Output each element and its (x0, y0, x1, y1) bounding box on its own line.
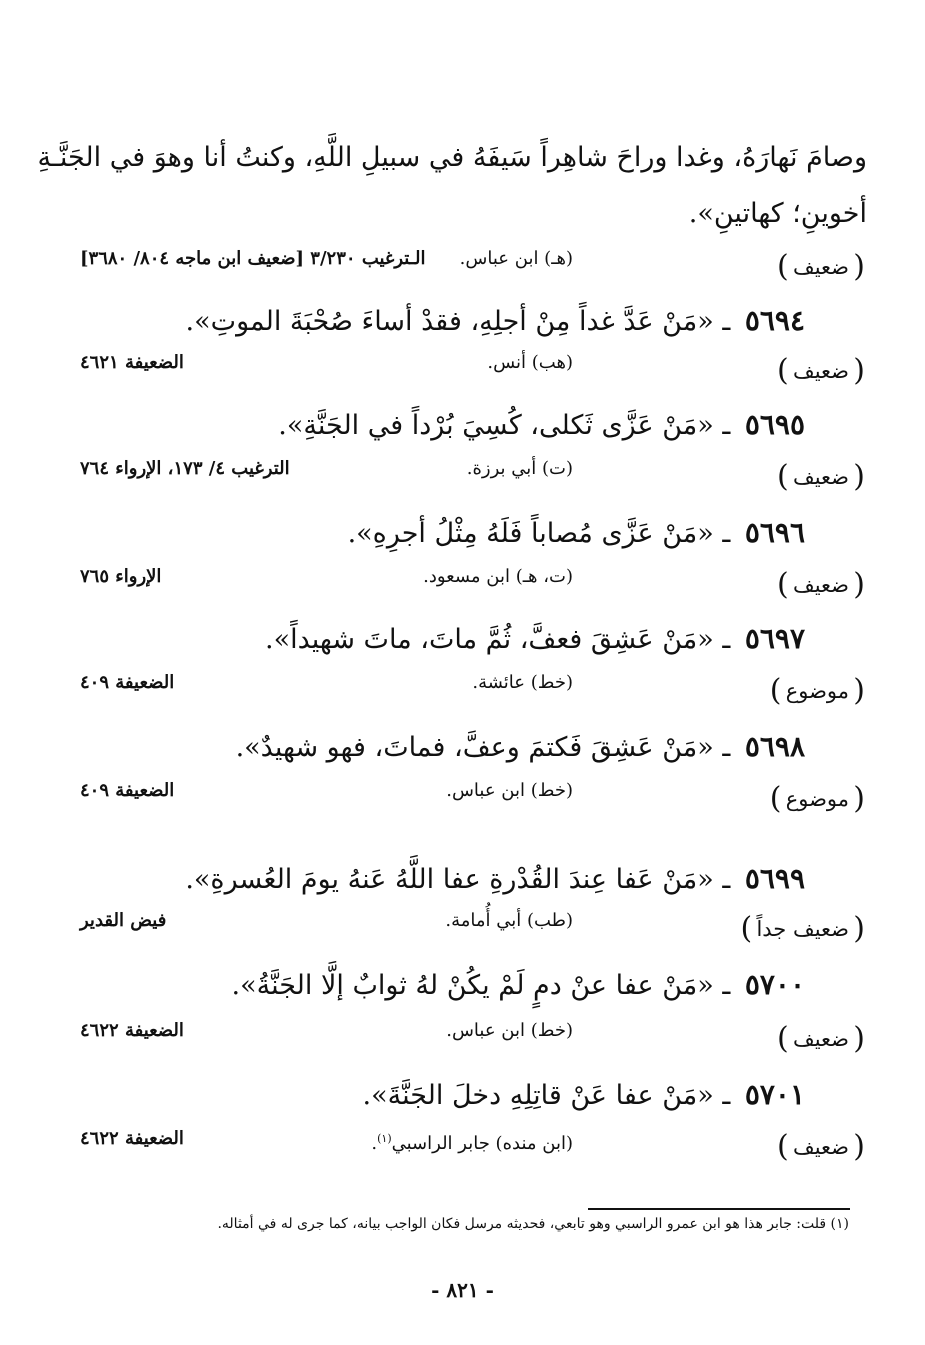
reference-label: الضعيفة ٤٠٩ (80, 672, 175, 693)
intro-meta-row (80, 244, 863, 292)
hadith-text: «مَنْ عَشِقَ فَكتمَ وعفَّ، فماتَ، فهو شهيدٌ». (235, 732, 714, 763)
hadith-entry: ٥٦٩٩ ـ «مَنْ عَفا عِندَ القُدْرةِ عفا اللَّهُ عَنهُ يومَ العُسرةِ». (185, 862, 805, 895)
hadith-text: «مَنْ عَدَّ غداً مِنْ أجلِهِ، فقدْ أساءَ صُحْبَةَ الموتِ». (185, 306, 714, 337)
reference-label: الترغيب ٤/ ١٧٣، الإرواء ٧٦٤ (80, 458, 290, 479)
grade-label: ( ضعيف ) (779, 460, 863, 494)
hadith-number: ٥٦٩٥ (744, 408, 805, 441)
source-label: (ت) أبي برزة. (466, 458, 573, 479)
hadith-number: ٥٦٩٩ (744, 862, 805, 895)
intro-line-1: وصامَ نَهارَهُ، وغدا وراحَ شاهِراً سَيفَهُ في سبيلِ اللَّهِ، وكنتُ أنا وهوَ في الجَنَّـةِ (37, 142, 867, 173)
hadith-text: «مَنْ عَفا عِندَ القُدْرةِ عفا اللَّهُ عَنهُ يومَ العُسرةِ». (185, 864, 714, 895)
footnote: (١) قلت: جابر هذا هو ابن عمرو الراسبي وهو تابعي، فحديثه مرسل فكان الواجب بيانه، كما جرى له في أمثاله. (217, 1216, 849, 1232)
reference-label: الضعيفة ٤٦٢٢ (80, 1020, 184, 1041)
hadith-text: «مَنْ عَشِقَ فعفَّ، ثُمَّ ماتَ، ماتَ شهيداً». (264, 624, 714, 655)
source-label: (خط) ابن عباس. (446, 780, 573, 801)
reference-label: الضعيفة ٤٠٩ (80, 780, 175, 801)
grade-label: ( ضعيف ) (779, 354, 863, 388)
reference-label: الضعيفة ٤٦٢١ (80, 352, 184, 373)
hadith-text: «مَنْ عفا عنْ دمٍ لَمْ يكُنْ لهُ ثوابٌ إلَّا الجَنَّةُ». (231, 970, 714, 1001)
grade-label: ( موضوع ) (772, 674, 863, 708)
hadith-entry: ٥٦٩٧ ـ «مَنْ عَشِقَ فعفَّ، ثُمَّ ماتَ، ماتَ شهيداً». (264, 622, 805, 655)
reference-label: الإرواء ٧٦٥ (80, 566, 162, 587)
source-label: (هب) أنس. (487, 352, 573, 373)
source-label: (طب) أبي أُمامة. (445, 910, 573, 931)
hadith-entry: ٥٧٠٠ ـ «مَنْ عفا عنْ دمٍ لَمْ يكُنْ لهُ ثوابٌ إلَّا الجَنَّةُ». (231, 968, 805, 1001)
hadith-meta-row (80, 562, 863, 610)
footnote-mark: (١) (377, 1132, 392, 1145)
hadith-number: ٥٦٩٨ (744, 730, 805, 763)
grade-label: ( ضعيف جداً ) (742, 912, 863, 946)
hadith-meta-row (80, 906, 863, 954)
reference-label: فيض القدير (80, 910, 167, 931)
grade-label: ( موضوع ) (772, 782, 863, 816)
grade-label: ( ضعيف ) (779, 568, 863, 602)
hadith-meta-row (80, 454, 863, 502)
hadith-text: «مَنْ عَزَّى مُصاباً فَلَهُ مِثْلُ أجرِهِ». (347, 518, 714, 549)
hadith-number: ٥٦٩٦ (744, 516, 805, 549)
source-text: (ابن منده) جابر الراسبي (391, 1133, 573, 1154)
reference-label: الـترغيب ٣/٢٣٠ [ضعيف ابن ماجه ٨٠٤/ ٣٦٨٠] (80, 248, 426, 269)
hadith-text: «مَنْ عَزَّى ثَكلى، كُسِيَ بُرْداً في الجَنَّةِ». (278, 410, 714, 441)
source-label: (هـ) ابن عباس. (459, 248, 573, 269)
page-number: - ٨٢١ - (431, 1278, 494, 1302)
hadith-meta-row (80, 668, 863, 716)
source-label: (خط) عائشة. (472, 672, 573, 693)
source-label: (خط) ابن عباس. (446, 1020, 573, 1041)
hadith-entry: ٥٧٠١ ـ «مَنْ عفا عَنْ قاتِلِهِ دخلَ الجَنَّةَ». (362, 1078, 805, 1111)
hadith-text: «مَنْ عفا عَنْ قاتِلِهِ دخلَ الجَنَّةَ». (362, 1080, 714, 1111)
source-label: (ابن منده) جابر الراسبي$^{(١)}$. (371, 1132, 573, 1154)
hadith-meta-row (80, 1124, 863, 1172)
hadith-meta-row (80, 348, 863, 396)
reference-label: الضعيفة ٤٦٢٢ (80, 1128, 184, 1149)
hadith-meta-row (80, 776, 863, 824)
hadith-entry: ٥٦٩٥ ـ «مَنْ عَزَّى ثَكلى، كُسِيَ بُرْداً في الجَنَّةِ». (278, 408, 805, 441)
source-label: (ت، هـ) ابن مسعود. (423, 566, 573, 587)
footnote-rule (588, 1208, 850, 1210)
hadith-meta-row (80, 1016, 863, 1064)
hadith-entry: ٥٦٩٦ ـ «مَنْ عَزَّى مُصاباً فَلَهُ مِثْلُ أجرِهِ». (347, 516, 805, 549)
hadith-entry: ٥٦٩٨ ـ «مَنْ عَشِقَ فَكتمَ وعفَّ، فماتَ، فهو شهيدٌ». (235, 730, 805, 763)
hadith-number: ٥٦٩٤ (744, 304, 805, 337)
hadith-entry: ٥٦٩٤ ـ «مَنْ عَدَّ غداً مِنْ أجلِهِ، فقدْ أساءَ صُحْبَةَ الموتِ». (185, 304, 805, 337)
grade-label: ( ضعيف ) (779, 1022, 863, 1056)
hadith-number: ٥٧٠٠ (744, 968, 805, 1001)
hadith-number: ٥٦٩٧ (744, 622, 805, 655)
grade-label: ( ضعيف ) (779, 250, 863, 284)
intro-line-2: أخوينِ؛ كهاتينِ». (688, 198, 867, 229)
hadith-number: ٥٧٠١ (744, 1078, 805, 1111)
grade-label: ( ضعيف ) (779, 1130, 863, 1164)
